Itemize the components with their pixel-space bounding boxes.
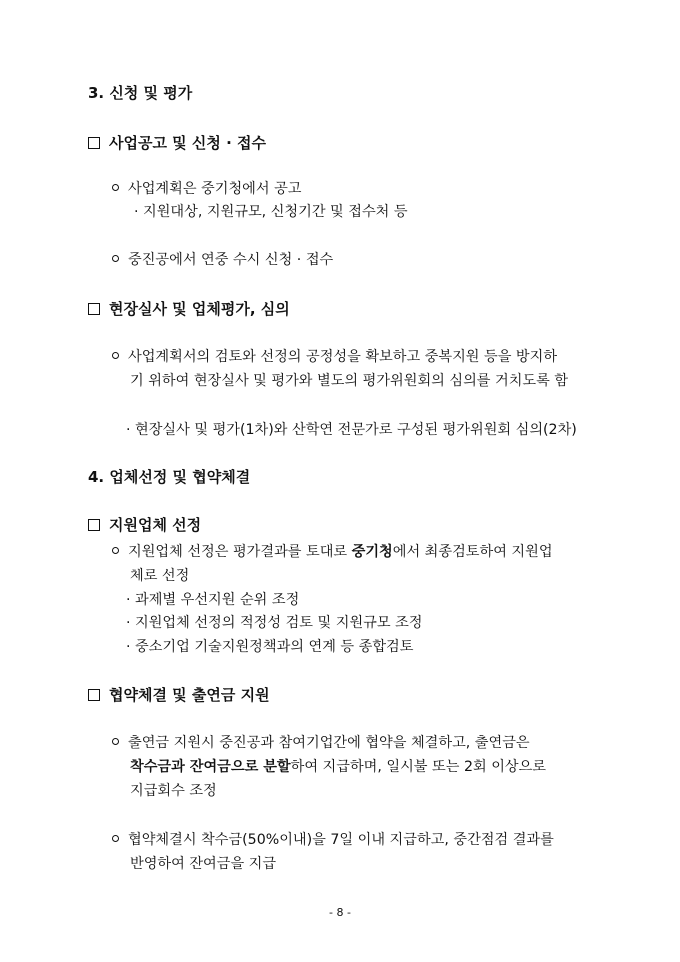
bullet-contract-2-text: 협약체결시 착수금(50%이내)을 7일 이내 지급하고, 중간점검 결과를 — [128, 832, 554, 848]
checkbox-square-icon — [88, 137, 100, 149]
bullet-select-1-cont: 체로 선정 — [130, 568, 190, 584]
subsection-select-heading — [88, 516, 201, 534]
bullet-review-1-sub: · 현장실사 및 평가(1차)와 산학연 전문가로 구성된 평가위원회 심의(2차) — [126, 422, 577, 438]
subsection-review-heading-text: 현장실사 및 업체평가, 심의 — [109, 300, 290, 318]
subsection-notice-heading — [88, 134, 266, 152]
section-3-title: 3. 신청 및 평가 — [88, 84, 193, 102]
bullet-review-1-cont: 기 위하여 현장실사 및 평가와 별도의 평가위원회의 심의를 거치도록 함 — [130, 373, 569, 389]
bullet-notice-1-sub: · 지원대상, 지원규모, 신청기간 및 접수처 등 — [134, 204, 408, 220]
checkbox-square-icon — [88, 519, 100, 531]
circle-bullet-icon — [112, 547, 119, 554]
bullet-review-1 — [112, 348, 557, 366]
bullet-contract-1-cont2: 지급회수 조정 — [130, 783, 217, 799]
bullet-notice-2-text: 중진공에서 연중 수시 신청 · 접수 — [128, 252, 334, 268]
bullet-contract-2-cont: 반영하여 잔여금을 지급 — [130, 856, 277, 872]
subsection-notice-heading-text: 사업공고 및 신청 · 접수 — [109, 134, 266, 152]
bullet-contract-1-rest: 하여 지급하며, 일시불 또는 2회 이상으로 — [290, 759, 547, 775]
checkbox-square-icon — [88, 689, 100, 701]
circle-bullet-icon — [112, 835, 119, 842]
bullet-select-sub-3: · 중소기업 기술지원정책과의 연계 등 종합검토 — [126, 639, 414, 655]
page-number: - 8 - — [329, 906, 351, 919]
bullet-select-1 — [112, 543, 553, 561]
circle-bullet-icon — [112, 738, 119, 745]
bullet-notice-1-text: 사업계획은 중기청에서 공고 — [128, 181, 302, 197]
subsection-contract-heading-text: 협약체결 및 출연금 지원 — [109, 686, 270, 704]
bullet-select-1-a: 지원업체 선정은 평가결과를 토대로 — [128, 544, 352, 560]
circle-bullet-icon — [112, 352, 119, 359]
bullet-contract-1-cont — [130, 758, 546, 776]
bullet-select-1-c: 에서 최종검토하여 지원업 — [392, 544, 553, 560]
section-4-title: 4. 업체선정 및 협약체결 — [88, 468, 251, 486]
bullet-select-sub-2: · 지원업체 선정의 적정성 검토 및 지원규모 조정 — [126, 615, 423, 631]
subsection-select-heading-text: 지원업체 선정 — [109, 516, 202, 534]
subsection-review-heading — [88, 300, 290, 318]
bullet-contract-2 — [112, 831, 554, 849]
bullet-select-sub-1: · 과제별 우선지원 순위 조정 — [126, 592, 300, 608]
circle-bullet-icon — [112, 184, 119, 191]
bullet-contract-1-bold: 착수금과 잔여금으로 분할 — [130, 759, 291, 775]
bullet-review-1-text: 사업계획서의 검토와 선정의 공정성을 확보하고 중복지원 등을 방지하 — [128, 349, 558, 365]
bullet-contract-1 — [112, 734, 530, 752]
subsection-contract-heading — [88, 686, 270, 704]
checkbox-square-icon — [88, 303, 100, 315]
bullet-notice-2 — [112, 251, 333, 269]
bullet-notice-1 — [112, 180, 301, 198]
circle-bullet-icon — [112, 255, 119, 262]
bullet-contract-1-text: 출연금 지원시 중진공과 참여기업간에 협약을 체결하고, 출연금은 — [128, 735, 530, 751]
bullet-select-1-bold: 중기청 — [351, 544, 393, 560]
